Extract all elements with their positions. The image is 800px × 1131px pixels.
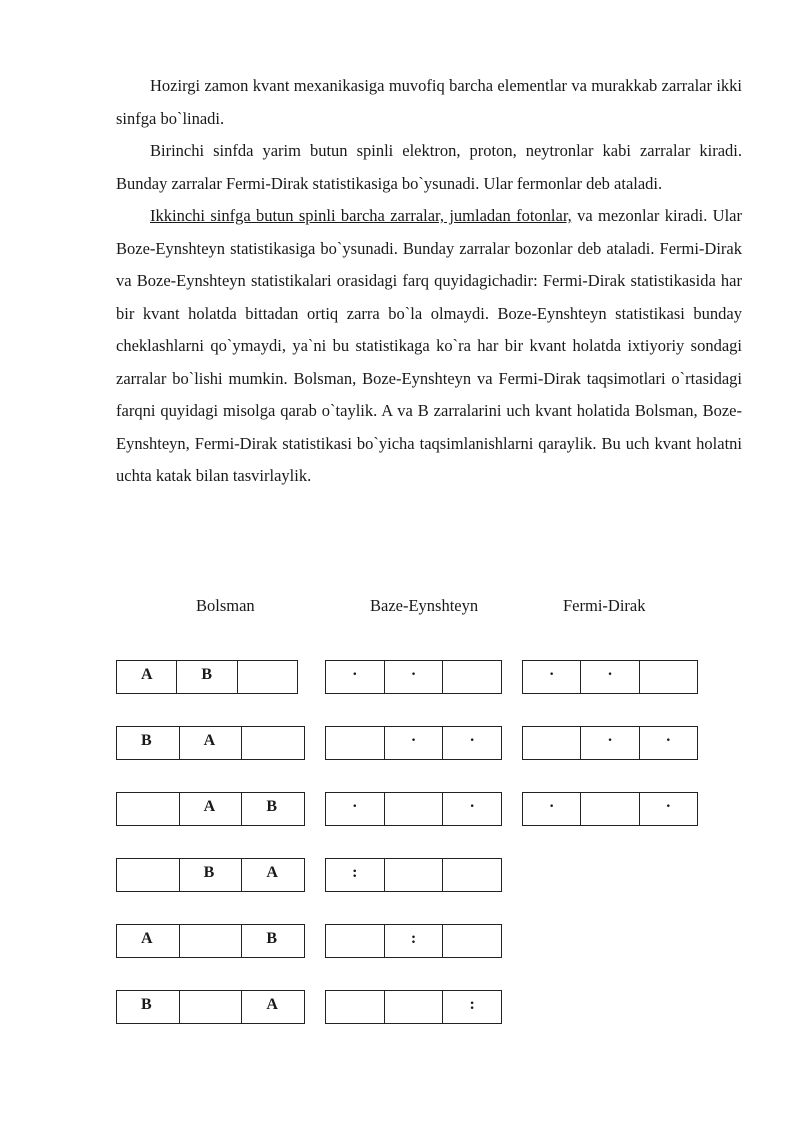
grid-cell — [179, 991, 242, 1023]
grid-cell: · — [352, 666, 358, 683]
fermi-grid — [522, 726, 698, 760]
boze-grid — [325, 660, 502, 694]
grid-cell — [179, 925, 242, 957]
grid-cell: A — [179, 793, 242, 825]
grid-cell: · — [384, 661, 443, 693]
grid-cell: B — [241, 925, 304, 957]
fermi-grid — [522, 792, 698, 826]
header-fermi-dirak: Fermi-Dirak — [563, 596, 646, 615]
paragraph-1: Hozirgi zamon kvant mexanikasiga muvofiq barcha elementlar va murakkab zarralar ikki sinfga bo`linadi. — [116, 76, 742, 128]
grid-cell: B — [141, 996, 152, 1013]
grid-cell — [442, 859, 501, 891]
grid-cell — [384, 859, 443, 891]
header-bolsman: Bolsman — [196, 596, 255, 615]
grid-cell — [580, 793, 638, 825]
grid-cell: · — [384, 727, 443, 759]
grid-cell: B — [141, 732, 152, 749]
bolsman-grid — [116, 660, 298, 694]
grid-cell: B — [179, 859, 242, 891]
grid-cell: : — [352, 864, 358, 881]
paragraph-3 — [116, 200, 742, 493]
grid-cell — [117, 859, 179, 891]
grid-cell: B — [176, 661, 236, 693]
bolsman-grid — [116, 924, 305, 958]
grid-cell: · — [639, 793, 697, 825]
grid-cell: : — [442, 991, 501, 1023]
grid-cell: · — [548, 798, 555, 815]
underlined-text: Ikkinchi sinfga butun spinli barcha zarralar, jumladan fotonlar, — [150, 206, 572, 225]
grid-cell: · — [580, 727, 638, 759]
grid-cell — [326, 925, 384, 957]
grid-cell: A — [141, 930, 153, 947]
paragraph-3-rest: va mezonlar kiradi. Ular Boze-Eynshteyn statistikasiga bo`ysunadi. Bunday zarralar bozonlar deb ataladi. Fermi-Dirak va Boze-Eynshteyn statistikalari orasidagi farq quyidagichadir: Fermi-Dirak statistikasida har bir kvant holatda bittadan ortiq zarra bo`la olmaydi. Boze-Eynshteyn statistikasi bunday cheklashlarni qo`ymaydi, ya`ni bu statistikaga ko`ra har bir kvant holatda ixtiyoriy sondagi zarralar bo`lishi mumkin. Bolsman, Boze-Eynshteyn va Fermi-Dirak taqsimotlari o`rtasidagi farqni quyidagi misolga qarab o`taylik. A va B zarralarini uch kvant holatida Bolsman, Boze-Eynshteyn, Fermi-Dirak statistikasi bo`yicha taqsimlanishlarni qaraylik. Bu uch kvant holatni uchta katak bilan tasvirlaylik. — [116, 206, 742, 485]
boze-grid — [325, 990, 502, 1024]
grid-cell — [523, 727, 580, 759]
grid-cell — [117, 793, 179, 825]
grid-cell — [326, 991, 384, 1023]
boze-grid — [325, 858, 502, 892]
grid-cell: A — [241, 991, 304, 1023]
grid-cell: B — [241, 793, 304, 825]
grid-cell: · — [639, 727, 697, 759]
fermi-grid — [522, 660, 698, 694]
grid-cell: : — [384, 925, 443, 957]
grid-cell: A — [179, 727, 242, 759]
grid-cell — [639, 661, 697, 693]
header-boze-eynshteyn: Baze-Eynshteyn — [370, 596, 479, 615]
grid-cell — [384, 793, 443, 825]
grid-cell: · — [548, 666, 555, 683]
grid-cell — [442, 925, 501, 957]
grid-cell: · — [442, 727, 501, 759]
bolsman-grid — [116, 858, 305, 892]
grid-cell — [241, 727, 304, 759]
boze-grid — [325, 924, 502, 958]
bolsman-grid — [116, 792, 305, 826]
grid-cell — [326, 727, 384, 759]
boze-grid — [325, 792, 502, 826]
grid-cell — [384, 991, 443, 1023]
grid-cell: · — [352, 798, 358, 815]
paragraph-2: Birinchi sinfda yarim butun spinli elektron, proton, neytronlar kabi zarralar kiradi. Bunday zarralar Fermi-Dirak statistikasiga bo`ysunadi. Ular fermonlar deb ataladi. — [116, 141, 742, 193]
bolsman-grid — [116, 726, 305, 760]
grid-cell: · — [580, 661, 638, 693]
grid-cell: A — [141, 666, 153, 683]
body-text — [116, 70, 742, 493]
boze-grid — [325, 726, 502, 760]
bolsman-grid — [116, 990, 305, 1024]
grid-cell: · — [442, 793, 501, 825]
grid-cell — [237, 661, 297, 693]
grid-cell: A — [241, 859, 304, 891]
grid-cell — [442, 661, 501, 693]
